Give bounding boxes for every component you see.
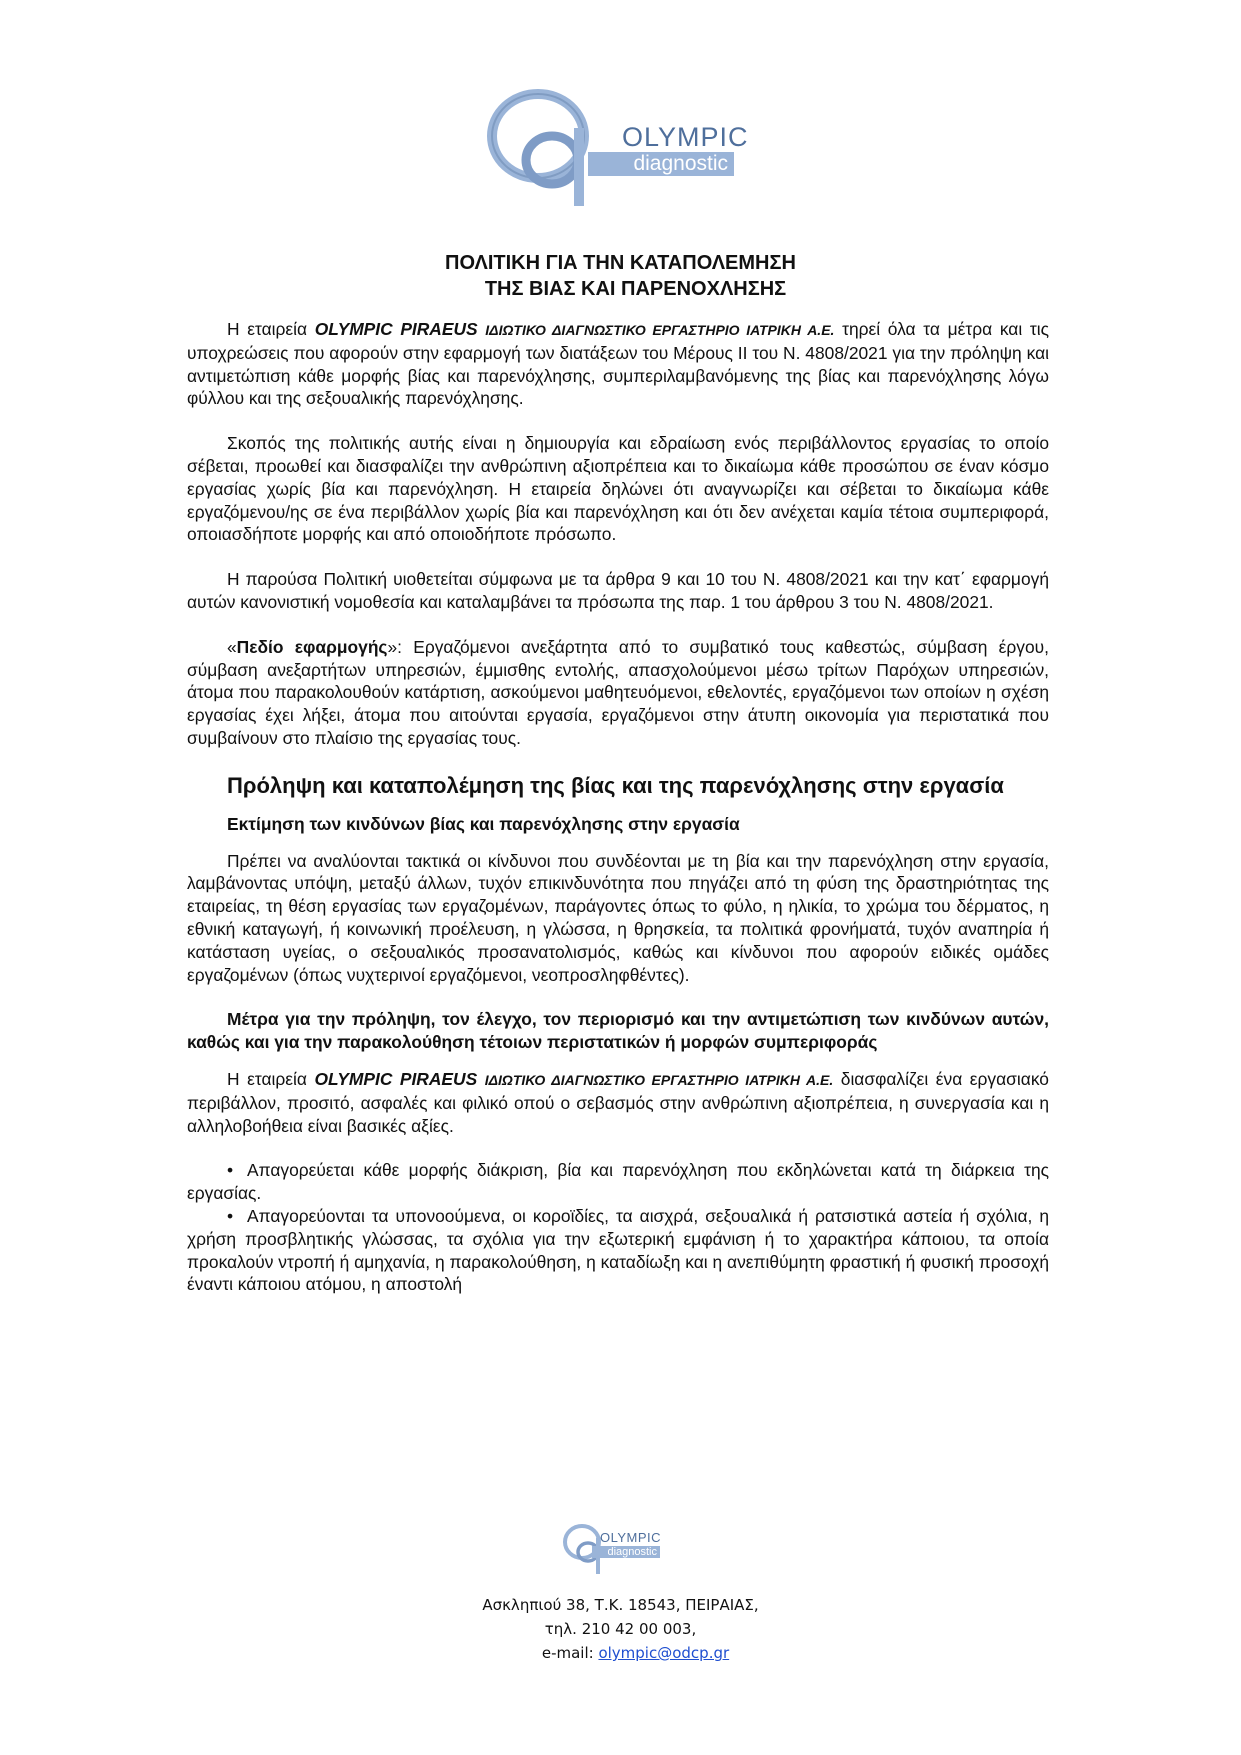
- logo-text-diagnostic: diagnostic: [588, 152, 734, 176]
- footer-contact: [0, 1593, 1241, 1665]
- paragraph-measures: [187, 1068, 1049, 1137]
- footer-logo-text-diagnostic: diagnostic: [592, 1546, 660, 1558]
- title-line-2: ΤΗΣ ΒΙΑΣ ΚΑΙ ΠΑΡΕΝΟΧΛΗΣΗΣ: [484, 278, 787, 300]
- footer-phone: τηλ. 210 42 00 003,: [544, 1620, 697, 1638]
- company-subtitle: ΙΔΙΩΤΙΚΟ ΔΙΑΓΝΩΣΤΙΚΟ ΕΡΓΑΣΤΗΡΙΟ ΙΑΤΡΙΚΗ Α.Ε.: [485, 322, 835, 338]
- document-body: [187, 318, 1049, 1296]
- footer-logo-text-olympic: OLYMPIC: [600, 1530, 662, 1545]
- measures-text: διασφαλίζει ένα εργασιακό περιβάλλον, προσιτό, ασφαλές και φιλικό οπού ο σεβασμός στην ανθρώπινη αξιοπρέπεια, η συνεργασία και η αλληλοβοήθεια είναι βασικές αξίες.: [187, 1068, 1049, 1136]
- bullet-text-1: Απαγορεύεται κάθε μορφής διάκριση, βία και παρενόχληση που εκδηλώνεται κατά τη διάρκεια της εργασίας.: [187, 1160, 1049, 1204]
- logo-text-olympic: OLYMPIC: [622, 122, 749, 152]
- company-name: OLYMPIC PIRAEUS: [314, 319, 478, 339]
- bullet-icon: •: [227, 1160, 234, 1181]
- scope-text: : Εργαζόμενοι ανεξάρτητα από το συμβατικό τους καθεστώς, σύμβαση έργου, σύμβαση ανεξαρτήτων υπηρεσιών, έμμισθης εντολής, απασχολούμενοι μέσω τρίτων Παρόχων υπηρεσιών, άτομα που παρακολουθούν κατάρτιση, ασκούμενοι μαθητευόμενοι, εθελοντές, εργαζόμενοι των οποίων η σχέση εργασίας έχει λήξει, άτομα που αιτούνται εργασία, εργαζόμενοι στην άτυπη οικονομία για περιστατικά που συμβαίνουν στο πλαίσιο της εργασίας τους.: [187, 636, 1049, 748]
- footer-logo: [560, 1520, 700, 1582]
- paragraph-purpose: Σκοπός της πολιτικής αυτής είναι η δημιουργία και εδραίωση ενός περιβάλλοντος εργασίας το οποίο σέβεται, προωθεί και διασφαλίζει την ανθρώπινη αξιοπρέπεια και το δικαίωμα κάθε προσώπου σε έναν κόσμο εργασίας χωρίς βία και παρενόχληση. Η εταιρεία δηλώνει ότι αναγνωρίζει και σέβεται το δικαίωμα κάθε εργαζόμενου/ης σε ένα περιβάλλον χωρίς βία και παρενόχληση και ότι δεν ανέχεται καμία τέτοια συμπεριφορά, οποιασδήποτε μορφής και από οποιοδήποτε πρόσωπο.: [187, 433, 1049, 545]
- company-logo: [480, 88, 760, 208]
- footer-address: Ασκληπιού 38, Τ.Κ. 18543, ΠΕΙΡΑΙΑΣ,: [482, 1596, 759, 1614]
- scope-close-quote: »: [387, 636, 398, 657]
- paragraph-scope: [187, 636, 1049, 750]
- bullet-icon: •: [227, 1205, 234, 1226]
- list-item: [187, 1159, 1049, 1205]
- paragraph-intro: [187, 318, 1049, 410]
- footer-email-label: e-mail:: [541, 1644, 599, 1662]
- measures-prefix: Η εταιρεία: [227, 1068, 315, 1089]
- subsection-heading-risk: Εκτίμηση των κινδύνων βίας και παρενόχλησης στην εργασία: [227, 813, 740, 834]
- list-item: [187, 1205, 1049, 1296]
- paragraph-risk-analysis: Πρέπει να αναλύονται τακτικά οι κίνδυνοι που συνδέονται με τη βία και την παρενόχληση στην εργασία, λαμβάνοντας υπόψη, μεταξύ άλλων, τυχόν επικινδυνότητα που πηγάζει από τη φύση της δραστηριότητας της εταιρείας, τη θέση εργασίας των εργαζομένων, παράγοντες όπως το φύλο, η ηλικία, το χρώμα του δέρματος, η εθνική καταγωγή, ή κοινωνική προέλευση, η γλώσσα, η θρησκεία, τα πολιτικά φρονήματά, τυχόν αναπηρία ή κατάσταση υγείας, ο σεξουαλικός προσανατολισμός, καθώς και κίνδυνοι που αφορούν ειδικές ομάδες εργαζομένων (όπως νυχτερινοί εργαζόμενοι, νεοπροσληφθέντες).: [187, 850, 1049, 985]
- footer-email-line: [0, 1641, 1241, 1665]
- scope-label: Πεδίο εφαρμογής: [236, 636, 388, 657]
- intro-prefix: Η εταιρεία: [227, 319, 315, 339]
- bullet-text-2: Απαγορεύονται τα υπονοούμενα, οι κοροϊδίες, τα αισχρά, σεξουαλικά ή ρατσιστικά αστεία ή σχόλια, η χρήση προσβλητικής γλώσσας, τα σχόλια για την εξωτερική εμφάνιση ή το χαρακτήρα κάποιου, τα οποία προκαλούν ντροπή ή αμηχανία, η παρακολούθηση, η καταδίωξη και η ανεπιθύμητη φραστική ή φυσική προσοχή έναντι κάποιου ατόμου, η αποστολή: [187, 1205, 1049, 1295]
- document-title: [0, 250, 1241, 302]
- subsection-heading-measures: Μέτρα για την πρόληψη, τον έλεγχο, τον περιορισμό και την αντιμετώπιση των κινδύνων αυτών, καθώς και για την παρακολούθηση τέτοιων περιστατικών ή μορφών συμπεριφοράς: [187, 1009, 1049, 1053]
- company-name-2: OLYMPIC PIRAEUS: [314, 1068, 478, 1089]
- paragraph-adoption: Η παρούσα Πολιτική υιοθετείται σύμφωνα με τα άρθρα 9 και 10 του Ν. 4808/2021 και την κατ΄ εφαρμογή αυτών κανονιστική νομοθεσία και καταλαμβάνει τα πρόσωπα της παρ. 1 του άρθρου 3 του Ν. 4808/2021.: [187, 569, 1049, 612]
- title-line-1: ΠΟΛΙΤΙΚΗ ΓΙΑ ΤΗΝ ΚΑΤΑΠΟΛΕΜΗΣΗ: [445, 252, 796, 274]
- scope-open-quote: «: [227, 636, 237, 657]
- company-subtitle-2: ΙΔΙΩΤΙΚΟ ΔΙΑΓΝΩΣΤΙΚΟ ΕΡΓΑΣΤΗΡΙΟ ΙΑΤΡΙΚΗ Α.Ε.: [484, 1071, 834, 1088]
- section-heading: Πρόληψη και καταπολέμηση της βίας και της παρενόχλησης στην εργασία: [227, 772, 1004, 798]
- intro-text: τηρεί όλα τα μέτρα και τις υποχρεώσεις που αφορούν στην εφαρμογή των διατάξεων του Μέρους ΙΙ του Ν. 4808/2021 για την πρόληψη και αντιμετώπιση κάθε μορφής βίας και παρενόχλησης, συμπεριλαμβανόμενης της βίας και παρενόχλησης λόγω φύλλου και της σεξουαλικής παρενόχλησης.: [187, 319, 1049, 409]
- footer-email-link[interactable]: olympic@odcp.gr: [598, 1644, 730, 1662]
